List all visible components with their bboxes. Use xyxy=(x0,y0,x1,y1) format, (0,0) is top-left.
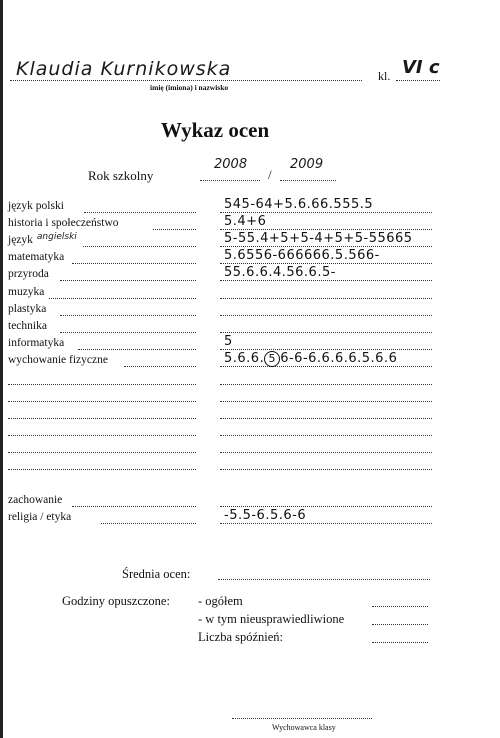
year-to-line xyxy=(280,180,336,181)
subject-label-leader xyxy=(8,452,196,453)
subject-name: plastyka xyxy=(8,303,47,315)
subject-name: język polski xyxy=(8,200,64,212)
subject-label-leader xyxy=(72,263,196,264)
class-line xyxy=(396,80,440,81)
subject-label-leader xyxy=(60,332,196,333)
year-from-line xyxy=(200,180,260,181)
year-separator: / xyxy=(268,167,272,182)
grades-text: 5 xyxy=(224,334,233,349)
name-line xyxy=(10,80,362,81)
subject-label xyxy=(8,251,64,263)
grades-text: 5.6.6. xyxy=(224,351,265,366)
grades-line xyxy=(220,418,432,419)
grades-text-after: 6-6-6.6.6.6.5.6.6 xyxy=(280,351,398,366)
subject-grades xyxy=(224,265,336,280)
grades-line xyxy=(220,332,432,333)
grades-line xyxy=(220,315,432,316)
grades-line xyxy=(220,452,432,453)
grades-line xyxy=(220,469,432,470)
subject-label xyxy=(8,337,64,349)
subject-label-leader xyxy=(83,246,196,247)
subject-name: wychowanie fizyczne xyxy=(8,354,108,366)
grades-line xyxy=(220,401,432,402)
grades-line xyxy=(220,435,432,436)
subject-label-leader xyxy=(49,298,196,299)
grades-text: 5.6556-666666.5.566- xyxy=(224,248,380,263)
average-line xyxy=(218,579,430,580)
subject-label xyxy=(8,286,44,298)
subject-label xyxy=(8,303,46,315)
subject-label-leader xyxy=(8,418,196,419)
late-line xyxy=(372,642,428,643)
subject-label xyxy=(8,234,77,246)
subject-label-leader xyxy=(8,401,196,402)
grades-line xyxy=(220,280,432,281)
subject-label-leader xyxy=(84,212,196,213)
grades-text: 5-55.4+5+5-4+5+5-55665 xyxy=(224,231,413,246)
subject-label xyxy=(8,511,71,523)
subject-sublabel: angielski xyxy=(36,232,77,242)
subject-grades xyxy=(224,214,266,229)
grades-text: 545-64+5.6.66.555.5 xyxy=(224,197,374,212)
name-caption: imię (imiona) i nazwisko xyxy=(150,83,229,92)
subject-label-leader xyxy=(153,229,196,230)
late-label: Liczba spóźnień: xyxy=(198,630,284,644)
subject-label xyxy=(8,268,49,280)
signature-line xyxy=(232,718,372,719)
grades-line xyxy=(220,384,432,385)
grades-line xyxy=(220,523,432,524)
subject-label xyxy=(8,494,62,506)
subject-name: przyroda xyxy=(8,268,49,280)
signature-caption: Wychowawca klasy xyxy=(272,723,336,732)
scan-edge xyxy=(0,0,3,738)
class-label: kl. xyxy=(378,69,391,83)
grades-text: 55.6.6.4.56.6.5- xyxy=(224,265,336,280)
school-year-label: Rok szkolny xyxy=(88,168,154,183)
year-to: 2009 xyxy=(290,157,324,172)
grades-text: -5.5-6.5.6-6 xyxy=(224,508,307,523)
subject-label-leader xyxy=(124,366,196,367)
subject-label-leader xyxy=(101,523,196,524)
subject-label-leader xyxy=(8,435,196,436)
subject-name: zachowanie xyxy=(8,494,63,506)
subject-name: informatyka xyxy=(8,337,65,349)
subject-label-leader xyxy=(78,349,196,350)
subject-grades xyxy=(224,334,233,349)
average-label: Średnia ocen: xyxy=(122,567,191,581)
grades-line xyxy=(220,349,432,350)
grades-text: 5.4+6 xyxy=(224,214,267,229)
unexcused-line xyxy=(372,624,428,625)
grades-line xyxy=(220,229,432,230)
subject-name: historia i społeczeństwo xyxy=(8,217,119,229)
subject-label-leader xyxy=(8,384,196,385)
subject-name: technika xyxy=(8,320,47,332)
subject-label xyxy=(8,320,47,332)
subject-label xyxy=(8,354,108,366)
year-from: 2008 xyxy=(214,157,248,172)
subject-grades xyxy=(224,508,306,523)
subject-label-leader xyxy=(8,469,196,470)
subject-grades xyxy=(224,248,380,263)
unexcused-label: - w tym nieusprawiedliwione xyxy=(198,612,345,626)
hours-label: Godziny opuszczone: xyxy=(62,594,170,608)
grades-line xyxy=(220,298,432,299)
page-title: Wykaz ocen xyxy=(160,118,270,142)
hours-total-label: - ogółem xyxy=(198,594,243,608)
subject-label-leader xyxy=(60,315,196,316)
subject-label-leader xyxy=(60,280,196,281)
grades-line xyxy=(220,212,432,213)
grades-line xyxy=(220,246,432,247)
subject-name: język xyxy=(8,234,33,246)
subject-grades xyxy=(224,351,397,367)
subject-grades xyxy=(224,231,413,246)
subject-label xyxy=(8,200,64,212)
subject-grades xyxy=(224,197,373,212)
subject-label xyxy=(8,217,119,229)
subject-name: matematyka xyxy=(8,251,65,263)
grades-line xyxy=(220,263,432,264)
student-name: Klaudia Kurnikowska xyxy=(16,58,232,80)
grades-line xyxy=(220,506,432,507)
subject-label-leader xyxy=(72,506,196,507)
hours-total-line xyxy=(372,606,428,607)
subject-name: religia / etyka xyxy=(8,511,72,523)
class-value: VI c xyxy=(402,57,440,78)
subject-name: muzyka xyxy=(8,286,45,298)
circled-grade: 5 xyxy=(264,351,280,367)
